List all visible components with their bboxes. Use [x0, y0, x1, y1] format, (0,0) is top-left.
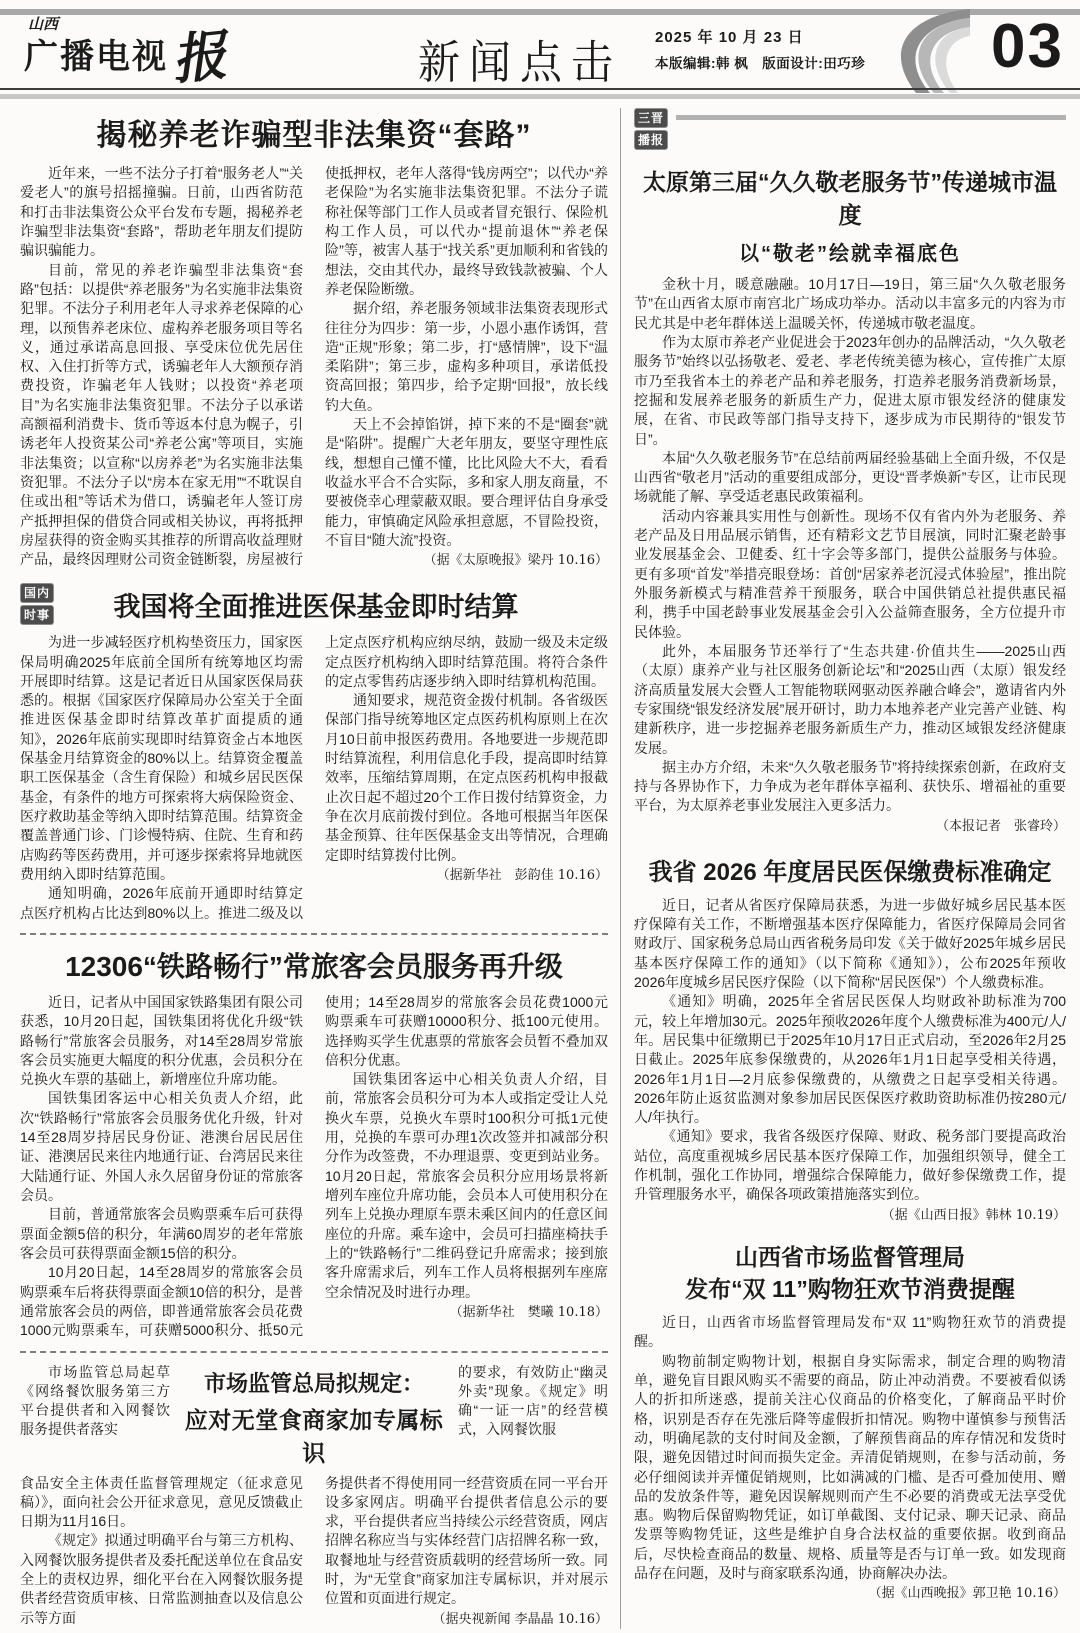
article-title: 我国将全面推进医保基金即时结算 [113, 591, 519, 622]
section-title: 新闻点击 [418, 36, 623, 88]
byline: （据央视新闻 李晶晶 10.16） [432, 1611, 608, 1627]
article-title [180, 1363, 448, 1468]
article-title: 我省 2026 年度居民医保缴费标准确定 [648, 858, 1052, 886]
article-medical-insurance-settlement [20, 583, 608, 923]
masthead-region-label: 山西 [28, 16, 59, 33]
article-double11-consumer-alert [634, 1241, 1066, 1604]
article-body [634, 275, 1066, 836]
page-header [0, 12, 1080, 92]
article-paragraphs [634, 896, 1066, 1205]
paragraph: 目前，常见的养老诈骗型非法集资“套路”包括：以提供“养老服务”为名实施非法集资犯罪。不法分子利用老年人寻求养老保障的心理，以预售养老床位、虚构养老服务项目等名义，通过承诺高息回报、享受床位优先居住权、入住打折等方式，诱骗老年人大额预存消费投资，诈骗老年人钱财；以投资“养老项目”为名实施非法集资犯罪。不法分子以承诺高额福利消费卡、货币等返本付息为幌子，引诱老年人投资某公司“养老公寓”等项目，实施非法集资；以宣称“以房养老”为名实施非法集资犯罪。不法分子以“房本在家无用”“不耽误自住或出租”等话术为借口，诱骗老年人签订房产抵押担保的借贷合同或相关协议，再将抵押房屋获得的资金购买其推荐的所谓高收益理财产品，最终因理财公司资金链断裂，房屋被行使抵押权，老年人落得“钱房两空”；以代办“养老保险”为名实施非法集资犯罪。不法分子谎称社保等部门工作人员或者冒充银行、保险机构工作人员，可以代办“提前退休”“养老保险”等，被害人基于“找关系”更加顺利和省钱的想法，交由其代办，最终导致钱款被骗、个人养老保险断缴。 [20, 165, 608, 568]
column-label-sanjin-report [634, 108, 668, 150]
paragraph: 通知要求，规范资金拨付机制。各省级医保部门指导统筹地区定点医药机构原则上在次月10日前申报医药费用。各地要进一步规范即时结算流程，利用信息化手段，提高即时结算效率，压缩结算周期，在定点医药机构申报截止次日起不超过20个工作日拨付结算资金，力争在次月底前拨付到位。各地可根据当年医保基金预算、往年医保基金支出等情况，合理确定即时结算拨付比例。 [325, 692, 608, 863]
byline: （据《太原晚报》梁丹 10.16） [423, 553, 608, 569]
article-title-row [20, 1363, 608, 1468]
article-resident-medical-insurance-fee [634, 852, 1066, 1225]
edition-date: 2025 年 10 月 23 日 [655, 29, 804, 46]
paragraph: 为进一步减轻医疗机构垫资压力，国家医保局明确2025年底前全国所有统筹地区均需开展即时结算。这是记者近日从国家医保局获悉的。根据《国家医疗保障局办公室关于全面推进医保基金即时结算改革扩面提质的通知》，2026年底前实现即时结算资金占本地医保基金月结算资金的80%以上。结算资金覆盖职工医保基金（含生育保险）和城乡居民医保基金，有条件的地方可探索将大病保险资金、医疗救助基金等纳入即时结算范围。结算资金覆盖普通门诊、门诊慢特病、住院、生育和药店购药等医药费用，并可逐步探索将异地就医费用纳入即时结算范围。 [20, 634, 303, 882]
article-body [634, 896, 1066, 1225]
edition-info [655, 27, 865, 74]
paragraph: 近日，山西省市场监督管理局发布“双 11”购物狂欢节的消费提醒。 [634, 1314, 1066, 1350]
article-paragraphs [20, 164, 608, 570]
article-title-line1: 市场监管总局拟规定： [203, 1370, 424, 1396]
label-box-bottom: 播报 [634, 130, 668, 150]
header-rule-gray [0, 94, 1080, 99]
label-box-bottom: 时事 [20, 605, 54, 625]
article-title-line1: 山西省市场监督管理局 [735, 1243, 965, 1270]
byline: （据新华社 樊曦 10.18） [449, 1304, 608, 1320]
right-column-group [620, 108, 1066, 1629]
paragraph: 国铁集团客运中心相关负责人介绍，此次“铁路畅行”常旅客会员服务优化升级，针对14至28周岁持居民身份证、港澳台居民居住证、港澳居民来往内地通行证、台湾居民来往大陆通行证、外国人永久居留身份证的常旅客会员。 [20, 1090, 303, 1203]
paragraph: 购物前制定购物计划，根据自身实际需求，制定合理的购物清单，避免盲目跟风购买不需要的商品，防止冲动消费。不要被看似诱人的折扣所迷惑，提前关注心仪商品的价格变化，了解商品平时价格，识别是否存在先涨后降等虚假折扣情况。购物中谨慎参与预售活动，明确尾款的支付时间及金额，了解预售商品的库存情况和发货时限，避免因错过时间而损失定金。弄清促销规则，在参与活动前，务必仔细阅读并弄懂促销规则，比如满减的门槛、是否可叠加使用、赠品的发放条件等，避免因误解规则而产生不必要的消费或无法享受优惠。购物后保留购物凭证，如订单截图、支付记录、聊天记录、商品发票等购物凭证，这些是维护自身合法权益的重要依据。收到商品后，尽快检查商品的数量、规格、质量等是否与订单一致。如发现商品存在问题，及时与商家联系沟通，协商解决办法。 [634, 1352, 1066, 1582]
byline: （本报记者 张睿玲） [935, 818, 1066, 834]
page-number: 03 [991, 12, 1064, 81]
article-title [634, 1241, 1066, 1305]
paragraph: 近日，记者从省医疗保障局获悉，为进一步做好城乡居民基本医疗保障有关工作，不断增强基本医疗保障能力，省医疗保障局会同省财政厅、国家税务总局山西省税务局印发《关于做好2025年城乡居民基本医疗保障工作的通知》（以下简称《通知》），公布2025年预收2026年度城乡居民医疗保险（以下简称“居民医保”）个人缴费标准。 [634, 896, 1066, 990]
masthead-title-text: 广播电视 [24, 38, 168, 76]
article-title-row [20, 583, 608, 625]
article-body [20, 1474, 608, 1629]
article-title: 太原第三届“久久敬老服务节”传递城市温度 [643, 169, 1057, 228]
dashed-divider [20, 933, 608, 935]
paragraph: 务提供者不得使用同一经营资质在同一平台开设多家网店。明确平台提供者信息公示的要求，平台提供者应当持续公示经营资质，网店招牌名称应当与实体经营门店招牌名称一致，取餐地址与经营资质载明的经营场所一致。同时，为“无堂食”商家加注专属标识，并对展示位置和页面进行规定。 [325, 1474, 608, 1607]
article-12306-railway-membership [20, 945, 608, 1341]
editor-line: 本版编辑:韩 枫 版面设计:田巧珍 [655, 55, 866, 71]
paragraph: 国铁集团客运中心相关负责人介绍，目前，常旅客会员积分可为本人或指定受让人兑换火车票，兑换火车票时100积分可抵1元使用，兑换的车票可办理1次改签并扣减部分积分作为改签费，不办理退票、变更到站业务。10月20日起，常旅客会员积分应用场景将新增列车座位升席功能，会员本人可使用积分在列车上兑换办理原车票未乘区间内的任意区间座位的升席。乘车途中，会员可扫描座椅扶手上的“铁路畅行”二维码登记升席需求；接到旅客升席需求后，列车工作人员将根据列车座席空余情况及时进行办理。 [325, 1071, 608, 1300]
paragraph: 《通知》明确，2025年全省居民医保人均财政补助标准为700元，较上年增加30元。2025年预收2026年度个人缴费标准为400元/人/年。居民集中征缴期已于2025年10月17日正式启动，至2026年2月25日截止。2025年底参保缴费的，从2026年1月1日起享受相关待遇，2026年1月1日—2月底参保缴费的，从缴费之日起享受相关待遇。2026年防止返贫监测对象参加居民医保医疗救助资助标准仍按280元/人/年执行。 [634, 993, 1066, 1126]
column-label-domestic-news [20, 583, 54, 625]
byline: （据新华社 彭韵佳 10.16） [436, 867, 608, 883]
page-content [20, 108, 1066, 1629]
horizontal-rule [676, 115, 1066, 120]
article-title-line2: 应对无堂食商家加专属标识 [184, 1406, 444, 1466]
paragraph: 《通知》要求，我省各级医疗保障、财政、税务部门要提高政治站位，高度重视城乡居民基本医疗保障工作，加强组织领导，健全工作机制，强化工作协同，增强综合保障能力，做好参保缴费工作，提升管理服务水平，确保各项政策措施落实到位。 [634, 1128, 1066, 1203]
paragraph: 近年来，一些不法分子打着“服务老人”“关爱老人”的旗号招摇撞骗。日前，山西省防范和打击非法集资公众平台发布专题，揭秘养老诈骗型非法集资“套路”，帮助老年朋友们提防骗识骗能力。 [20, 165, 303, 259]
article-title: 揭秘养老诈骗型非法集资“套路” [96, 119, 532, 152]
article-pension-scam [20, 110, 608, 570]
paragraph: 通知明确，2026年底前开通即时结算定点医疗机构占比达到80%以上。推进二级及以上定点医疗机构应纳尽纳，鼓励一级及未定级定点医疗机构纳入即时结算范围。将符合条件的定点零售药店逐步纳入即时结算机构范围。 [20, 634, 608, 921]
article-title: 12306“铁路畅行”常旅客会员服务再升级 [65, 950, 563, 982]
intro-text-right: 的要求，有效防止“幽灵外卖”现象。《规定》明确“一证一店”的经营模式，入网餐饮服 [458, 1363, 608, 1438]
paragraph: 天上不会掉馅饼，掉下来的不是“圈套”就是“陷阱”。提醒广大老年朋友，要坚守理性底线，想想自己懂不懂，比比风险大不大，看看收益水平合不合实际，多和家人朋友商量，不要被侥幸心理蒙蔽双眼。要合理评估自身承受能力，审慎确定风险承担意愿，不冒险投资，不盲目“随大流”投资。 [325, 416, 608, 548]
masthead-logo [24, 16, 232, 92]
paragraph: 本届“久久敬老服务节”在总结前两届经验基础上全面升级，不仅是山西省“敬老月”活动的重要组成部分，更设“晋孝焕新”专区，让市民现场就能了解、享受适老惠民政策福利。 [634, 449, 1066, 505]
label-box-top: 三晋 [634, 108, 668, 128]
masthead-bao-character: 报 [168, 22, 232, 92]
article-paragraphs [20, 1474, 608, 1629]
article-body [634, 1313, 1066, 1603]
paragraph: 10月20日起，14至28周岁的常旅客会员购票乘车后将获得票面金额10倍的积分，是普通常旅客会员的两倍，即普通常旅客会员花费1000元购票乘车，可获赠5000积分、抵50元使用；14至28周岁的常旅客会员花费1000元购票乘车可获赠10000积分、抵100元使用。选择购买学生优惠票的常旅客会员暂不叠加双倍积分优惠。 [20, 993, 608, 1339]
paragraph: 作为太原市养老产业促进会于2023年创办的品牌活动，“久久敬老服务节”始终以弘扬敬老、爱老、孝老传统美德为核心，宣传推广太原市乃至我省本土的养老产品和养老服务，打造养老服务消费新场景，挖掘和发展养老服务的新质生产力，促进太原市银发经济的健康发展，在省、市民政等部门指导支持下，逐步成为市民期待的“银发节日”。 [634, 333, 1066, 447]
article-elderly-service-festival [634, 164, 1066, 836]
article-subtitle: 以“敬老”绘就幸福底色 [739, 243, 961, 265]
article-body [20, 993, 608, 1341]
article-paragraphs [20, 993, 608, 1341]
paragraph: 目前，普通常旅客会员购票乘车后可获得票面金额5倍的积分，年满60周岁的老年常旅客会员可获得票面金额15倍的积分。 [20, 1206, 303, 1261]
article-body [20, 164, 608, 570]
article-paragraphs [634, 275, 1066, 816]
paragraph: 食品安全主体责任监督管理规定（征求意见稿）》，面向社会公开征求意见，意见反馈截止日期为11月16日。 [20, 1474, 303, 1530]
byline: （据《山西日报》韩林 10.19） [881, 1207, 1066, 1223]
paragraph: 金秋十月，暖意融融。10月17日—19日，第三届“久久敬老服务节”在山西省太原市南宫北广场成功举办。活动以丰富多元的内容为市民尤其是中老年群体送上温暖关怀，传递城市敬老温度。 [634, 276, 1066, 331]
paragraph: 此外，本届服务节还举行了“生态共建·价值共生——2025山西（太原）康养产业与社区服务创新论坛”和“2025山西（太原）银发经济高质量发展大会暨人工智能物联网驱动医养融合峰会”，邀请省内外专家围绕“银发经济发展”展开研讨，助力本地养老产业完善产业链、构建新秩序，进一步挖掘养老服务新质生产力，推动区域银发经济健康发展。 [634, 642, 1066, 756]
paragraph: 近日，记者从中国国家铁路集团有限公司获悉，10月20日起，国铁集团将优化升级“铁路畅行”常旅客会员服务，对14至28周岁常旅客会员实施更大幅度的积分优惠，会员积分在兑换火车票的基础上，新增座位升席功能。 [20, 993, 303, 1088]
paragraph: 据主办方介绍，未来“久久敬老服务节”将持续探索创新，在政府支持与各界协作下，力争成为老年群体享福利、获快乐、增福祉的重要平台，为太原养老事业发展注入更多活力。 [634, 758, 1066, 814]
paragraph: 据介绍，养老服务领域非法集资表现形式往往分为四步：第一步，小恩小惠作诱饵，营造“正规”形象；第二步，打“感情牌”，设下“温柔陷阱”；第三步，虚构多种项目，承诺低投资高回报；第四步，给予定期“回报”，放长线钓大鱼。 [325, 300, 608, 413]
article-title-line2: 发布“双 11”购物狂欢节消费提醒 [685, 1275, 1015, 1302]
paragraph: 《规定》拟通过明确平台与第三方机构、入网餐饮服务提供者及委托配送单位在食品安全上的责权边界，细化平台在入网餐饮服务提供者经营资质审核、日常监测抽查以及信息公示等方面 [20, 1532, 303, 1626]
header-rule-dark [0, 88, 1080, 90]
paragraph: 活动内容兼具实用性与创新性。现场不仅有省内外为老服务、养老产品及日用品展示销售，还有精彩文艺节目展演，同时汇聚老龄事业发展基金会、卫健委、红十字会等多部门，提供公益服务与体验。更有多项“首发”举措亮眼登场：首创“居家养老沉浸式体验屋”，推出院外服务新模式与精准营养干预服务，联合中国供销总社提供惠民福利，携手中国老龄事业发展基金会引入公益筛查服务，全方位提升市民体验。 [634, 507, 1066, 640]
column-label-row [634, 108, 1066, 150]
swoosh-graphic [872, 9, 972, 93]
article-no-dinein-label-regulation [20, 1363, 608, 1629]
article-body [20, 633, 608, 923]
byline: （据《山西晚报》郭卫艳 10.16） [868, 1586, 1066, 1602]
article-paragraphs [634, 1313, 1066, 1583]
dashed-divider [20, 1351, 608, 1353]
intro-text-left: 市场监管总局起草《网络餐饮服务第三方平台提供者和入网餐饮服务提供者落实 [20, 1363, 170, 1438]
label-box-top: 国内 [20, 583, 54, 603]
left-column-group [20, 108, 608, 1629]
